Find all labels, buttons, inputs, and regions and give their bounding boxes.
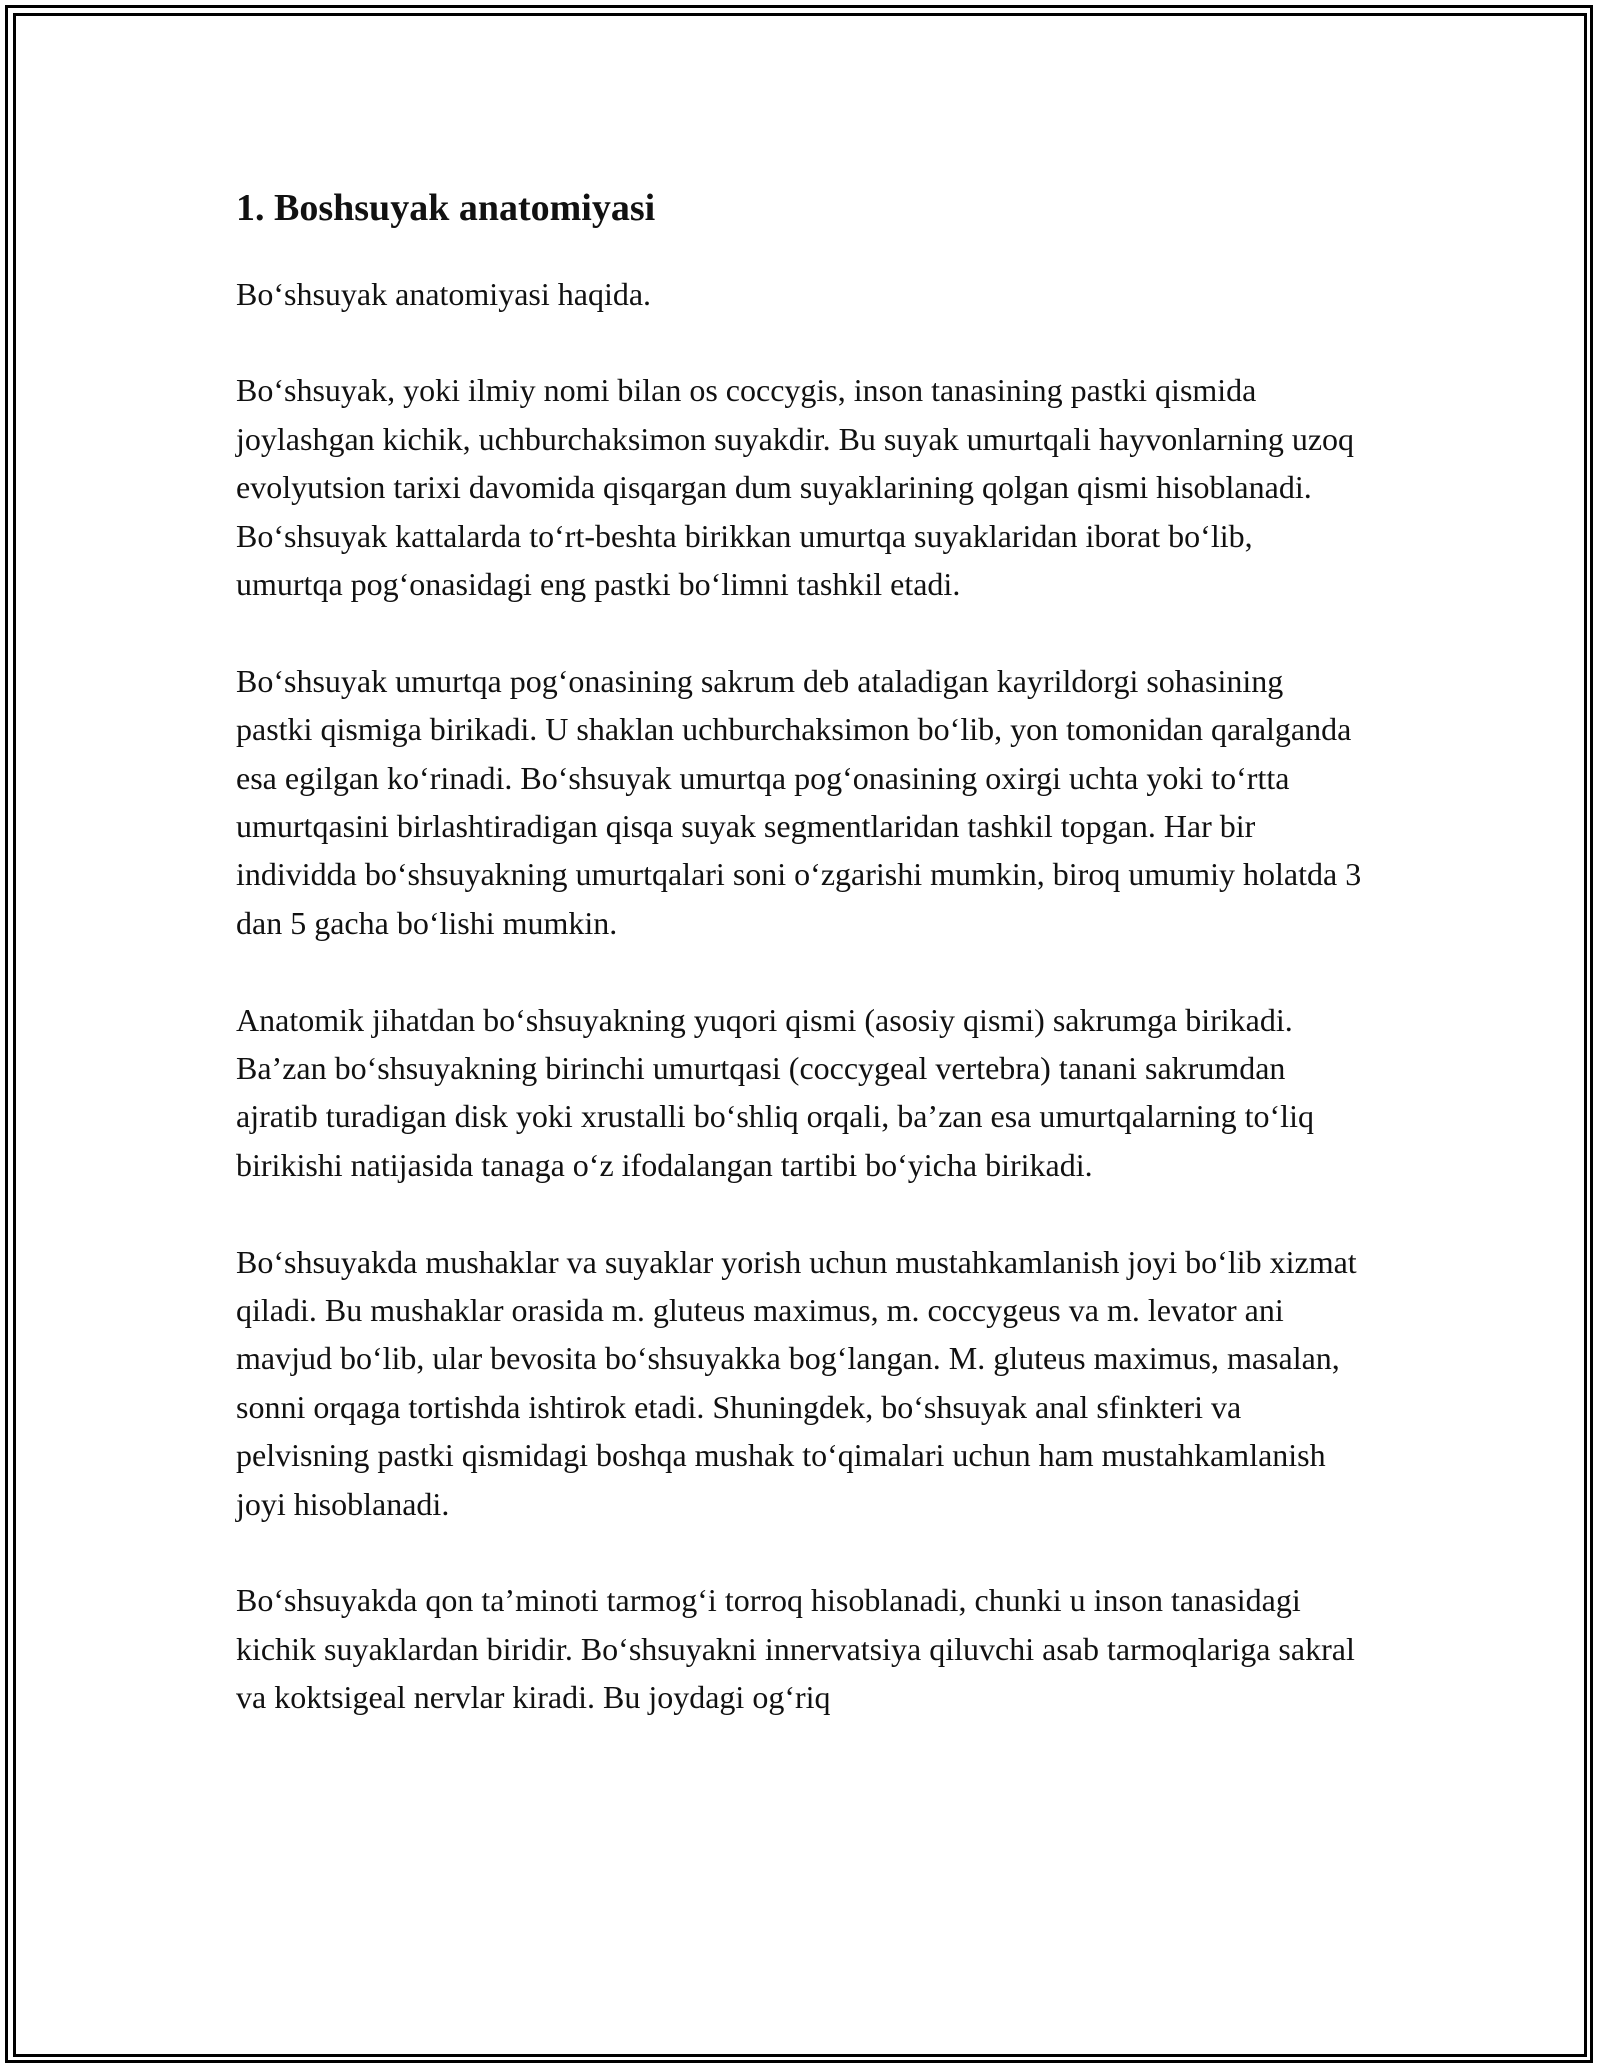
paragraph-blood-supply: Bo‘shsuyakda qon ta’minoti tarmog‘i torroq hisoblanadi, chunki u inson tanasidagi kichik suyaklardan biridir. Bo‘shsuyakni innervatsiya qiluvchi asab tarmoqlariga sakral va koktsigeal nervlar kiradi. Bu joydagi og‘riq xyxy=(236,1582,1355,1716)
paragraph-intro: Bo‘shsuyak anatomiyasi haqida. xyxy=(236,275,652,312)
paragraph-definition: Bo‘shsuyak, yoki ilmiy nomi bilan os coccygis, inson tanasining pastki qismida joylashgan kichik, uchburchaksimon suyakdir. Bu suyak umurtqali hayvonlarning uzoq evolyutsion tarixi davomida qisqargan dum suyaklarining qolgan qismi hisoblanadi. Bo‘shsuyak kattalarda to‘rt-beshta birikkan umurtqa suyaklaridan iborat bo‘lib, umurtqa pog‘onasidagi eng pastki bo‘limni tashkil etadi. xyxy=(236,372,1355,603)
paragraph-muscles: Bo‘shsuyakda mushaklar va suyaklar yorish uchun mustahkamlanish joyi bo‘lib xizmat qiladi. Bu mushaklar orasida m. gluteus maximus, m. coccygeus va m. levator ani mavjud bo‘lib, ular bevosita bo‘shsuyakka bog‘langan. M. gluteus maximus, masalan, sonni orqaga tortishda ishtirok etadi. Shuningdek, bo‘shsuyak anal sfinkteri va pelvisning pastki qismidagi boshqa mushak to‘qimalari uchun ham mustahkamlanish joyi hisoblanadi. xyxy=(236,1243,1357,1522)
paragraph-structure: Bo‘shsuyak umurtqa pog‘onasining sakrum deb ataladigan kayrildorgi sohasining pastki qismiga birikadi. U shaklan uchburchaksimon bo‘lib, yon tomonidan qaralganda esa egilgan ko‘rinadi. Bo‘shsuyak umurtqa pog‘onasining oxirgi uchta yoki to‘rtta umurtqasini birlashtiradigan qisqa suyak segmentlaridan tashkil topgan. Har bir individda bo‘shsuyakning umurtqalari soni o‘zgarishi mumkin, biroq umumiy holatda 3 dan 5 gacha bo‘lishi mumkin. xyxy=(236,662,1362,941)
document-body xyxy=(236,186,1366,1770)
paragraph-attachment: Anatomik jihatdan bo‘shsuyakning yuqori qismi (asosiy qismi) sakrumga birikadi. Ba’zan bo‘shsuyakning birinchi umurtqasi (coccygeal vertebra) tanani sakrumdan ajratib turadigan disk yoki xrustalli bo‘shliq orqali, ba’zan esa umurtqalarning to‘liq birikishi natijasida tanaga o‘z ifodalangan tartibi bo‘yicha birikadi. xyxy=(236,1001,1314,1183)
section-heading: 1. Boshsuyak anatomiyasi xyxy=(236,187,656,229)
